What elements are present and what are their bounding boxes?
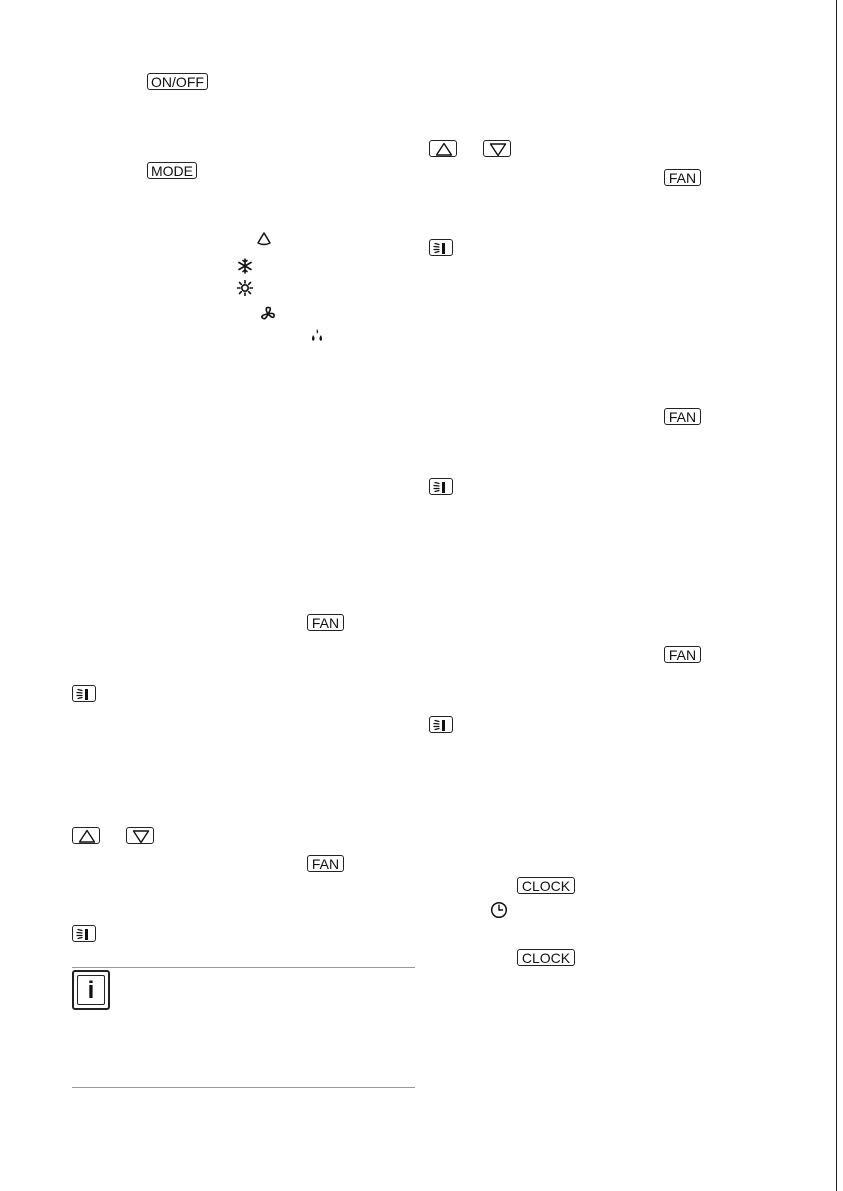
fan-key: FAN [307, 855, 344, 872]
swing-louver-icon [429, 239, 453, 256]
page-edge-line [836, 0, 837, 1191]
down-arrow-icon [126, 827, 154, 844]
fan-key: FAN [664, 169, 701, 186]
note-top-rule [72, 967, 415, 968]
swing-louver-icon [429, 716, 453, 733]
info-icon [72, 970, 110, 1010]
fan-key: FAN [307, 614, 344, 631]
heat-mode-icon [237, 280, 253, 296]
clock-key: CLOCK [517, 877, 575, 894]
auto-mode-icon [256, 231, 272, 247]
fan-key: FAN [664, 408, 701, 425]
swing-louver-icon [72, 925, 96, 942]
swing-louver-icon [429, 478, 453, 495]
dry-mode-icon [309, 328, 325, 344]
clock-icon [490, 901, 508, 919]
mode-key: MODE [147, 162, 197, 179]
down-arrow-icon [483, 140, 511, 157]
info-glyph: i [77, 975, 105, 1005]
fan-key: FAN [664, 646, 701, 663]
swing-louver-icon [72, 685, 96, 702]
note-bottom-rule [72, 1087, 415, 1088]
clock-key: CLOCK [517, 949, 575, 966]
cool-mode-icon [237, 258, 253, 274]
on-off-key: ON/OFF [147, 73, 208, 90]
up-arrow-icon [72, 827, 100, 844]
up-arrow-icon [429, 140, 457, 157]
fan-mode-icon [260, 306, 276, 322]
